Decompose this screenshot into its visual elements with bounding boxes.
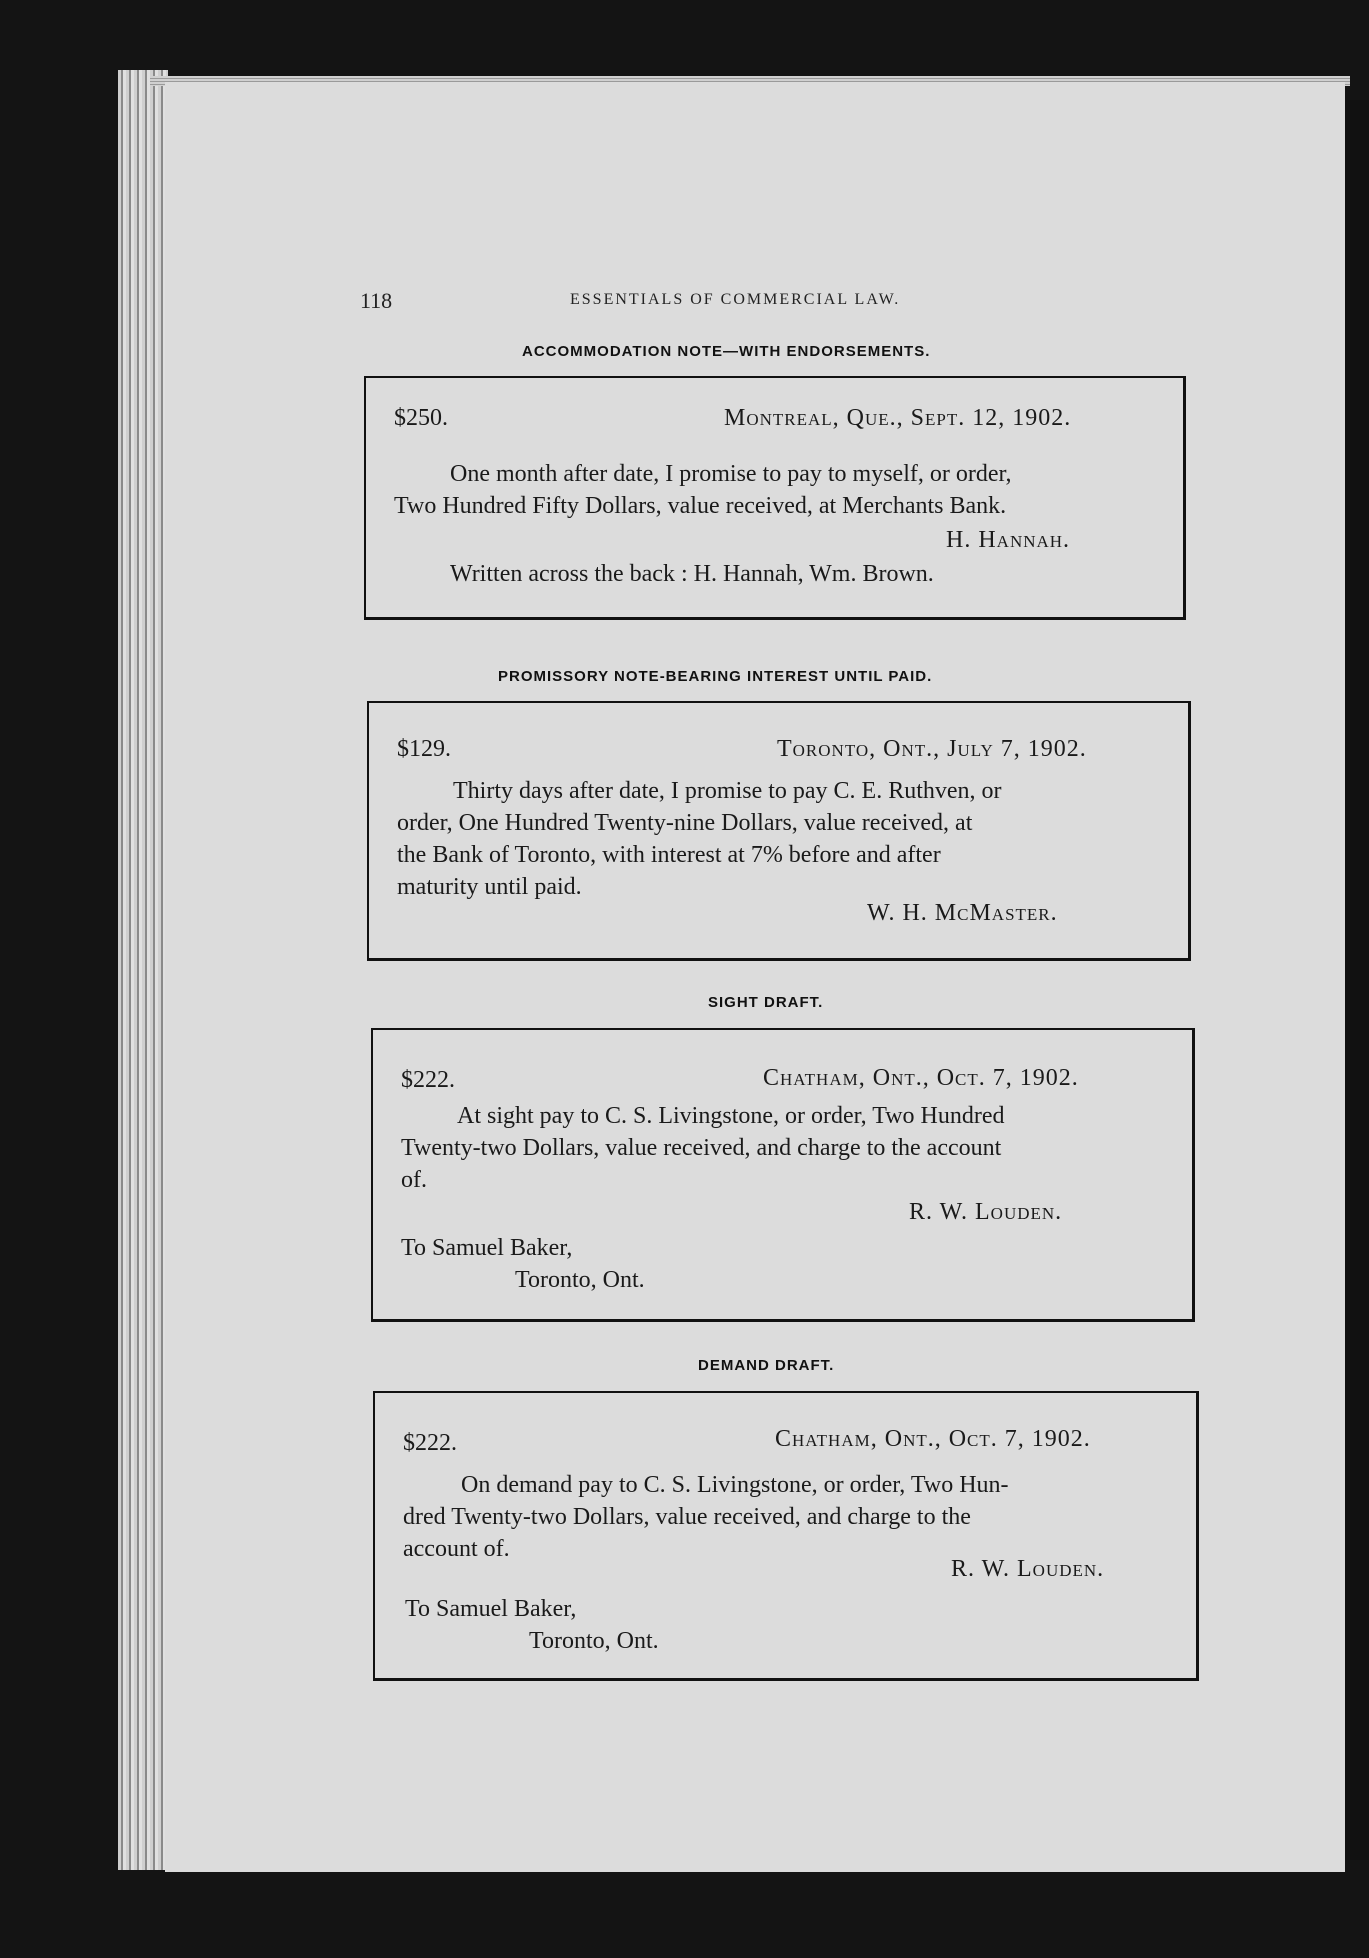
draft-body-line: dred Twenty-two Dollars, value received, and charge to the: [403, 1504, 971, 1530]
running-title: ESSENTIALS OF COMMERCIAL LAW.: [570, 291, 901, 308]
form-caption: PROMISSORY NOTE-BEARING INTEREST UNTIL PAID.: [498, 668, 933, 685]
note-body-line: the Bank of Toronto, with interest at 7% before and after: [397, 842, 941, 868]
note-body-line: maturity until paid.: [397, 874, 582, 900]
accommodation-note: [364, 376, 1186, 620]
note-place-date: Montreal, Que., Sept. 12, 1902.: [724, 405, 1072, 431]
form-caption: ACCOMMODATION NOTE—WITH ENDORSEMENTS.: [522, 343, 931, 360]
note-place-date: Toronto, Ont., July 7, 1902.: [777, 736, 1087, 762]
form-caption: SIGHT DRAFT.: [708, 994, 824, 1011]
draft-signature: R. W. Louden.: [951, 1556, 1105, 1582]
note-body-line: Thirty days after date, I promise to pay C. E. Ruthven, or: [453, 778, 1002, 804]
draft-body-line: of.: [401, 1167, 427, 1193]
draft-body-line: Twenty-two Dollars, value received, and charge to the account: [401, 1135, 1002, 1161]
sight-draft: [371, 1028, 1195, 1322]
note-signature: H. Hannah.: [946, 527, 1071, 553]
page-number: 118: [360, 288, 393, 313]
draft-place-date: Chatham, Ont., Oct. 7, 1902.: [763, 1065, 1079, 1091]
draft-addressee: To Samuel Baker,: [405, 1596, 577, 1622]
draft-signature: R. W. Louden.: [909, 1199, 1063, 1225]
note-amount: $129.: [397, 736, 451, 762]
draft-body-line: account of.: [403, 1536, 510, 1562]
note-amount: $250.: [394, 405, 448, 431]
demand-draft: [373, 1391, 1199, 1681]
book-spine: [118, 70, 168, 1870]
page-header: [360, 288, 980, 318]
note-body-line: order, One Hundred Twenty-nine Dollars, value received, at: [397, 810, 973, 836]
draft-addressee: To Samuel Baker,: [401, 1235, 573, 1261]
draft-amount: $222.: [403, 1430, 457, 1456]
draft-place-date: Chatham, Ont., Oct. 7, 1902.: [775, 1426, 1091, 1452]
promissory-note: [367, 701, 1191, 961]
form-caption: DEMAND DRAFT.: [698, 1357, 835, 1374]
draft-addressee-city: Toronto, Ont.: [529, 1628, 659, 1654]
note-signature: W. H. McMaster.: [867, 900, 1058, 926]
draft-addressee-city: Toronto, Ont.: [515, 1267, 645, 1293]
note-body-line: One month after date, I promise to pay to myself, or order,: [450, 461, 1012, 487]
note-body-line: Two Hundred Fifty Dollars, value received, at Merchants Bank.: [394, 493, 1007, 519]
facing-page-gutter: [1345, 100, 1369, 1860]
draft-body-line: On demand pay to C. S. Livingstone, or order, Two Hun-: [461, 1472, 1009, 1498]
draft-body-line: At sight pay to C. S. Livingstone, or order, Two Hundred: [457, 1103, 1005, 1129]
draft-amount: $222.: [401, 1067, 455, 1093]
endorsement-note: Written across the back : H. Hannah, Wm. Brown.: [450, 561, 934, 587]
